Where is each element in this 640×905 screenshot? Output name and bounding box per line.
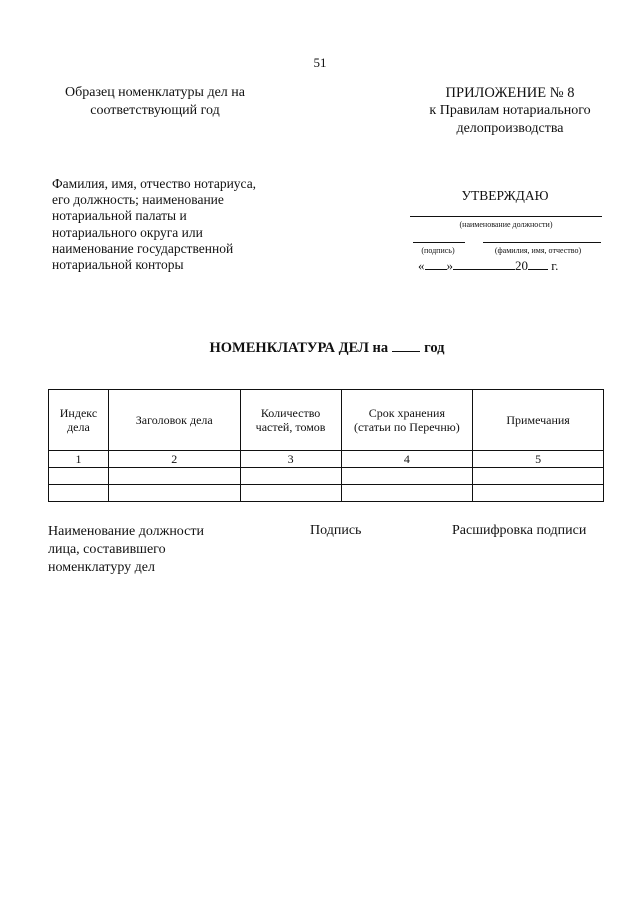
date-year-prefix: 20 <box>515 258 528 273</box>
notary-requisites-line: Фамилия, имя, отчество нотариуса, <box>52 176 257 191</box>
table-cell <box>49 485 109 502</box>
date-suffix: г. <box>548 258 559 273</box>
column-number: 4 <box>341 451 473 468</box>
date-close-quote: » <box>446 258 453 273</box>
notary-requisites-line: нотариальной конторы <box>52 257 184 273</box>
table-header-row <box>49 390 604 451</box>
notary-requisites-line: нотариальной палаты и <box>52 208 187 224</box>
appendix-number: ПРИЛОЖЕНИЕ № 8 <box>445 85 575 101</box>
compiler-position-line: номенклатуру дел <box>48 560 156 575</box>
approval-title: УТВЕРЖДАЮ <box>461 188 549 203</box>
signature-caption: (подпись) <box>421 246 455 255</box>
table-cell <box>108 485 240 502</box>
nomenclature-table <box>48 389 604 502</box>
date-month-blank <box>453 258 515 270</box>
heading-prefix: НОМЕНКЛАТУРА ДЕЛ на <box>209 340 389 356</box>
appendix-header <box>410 84 610 138</box>
appendix-rules-line: делопроизводства <box>456 121 564 136</box>
table-row <box>49 468 604 485</box>
date-open-quote: « <box>418 258 425 273</box>
compiler-signature-decode-label: Расшифровка подписи <box>452 523 587 538</box>
column-header-notes: Примечания <box>473 390 604 451</box>
notary-requisites-line: его должность; наименование <box>52 192 224 208</box>
position-field-line <box>410 216 602 217</box>
notary-requisites-line: нотариального округа или <box>52 224 203 240</box>
signature-field-line <box>413 242 465 243</box>
column-number: 2 <box>108 451 240 468</box>
table-cell <box>341 485 473 502</box>
table-cell <box>473 468 604 485</box>
column-header-retention: Срок хранения (статьи по Перечню) <box>341 390 473 451</box>
compiler-position-line: лица, составившего <box>48 542 166 557</box>
page-number: 51 <box>313 55 327 70</box>
name-caption: (фамилия, имя, отчество) <box>494 246 582 255</box>
table-number-row <box>49 451 604 468</box>
heading-year-blank <box>392 339 420 352</box>
sample-title-line: соответствующий год <box>90 103 220 118</box>
heading-suffix: год <box>424 340 445 356</box>
column-number: 5 <box>473 451 604 468</box>
notary-requisites <box>52 176 292 273</box>
sample-title-line: Образец номенклатуры дел на <box>65 85 245 100</box>
table-cell <box>240 485 341 502</box>
table-cell <box>108 468 240 485</box>
table-cell <box>341 468 473 485</box>
column-number: 3 <box>240 451 341 468</box>
compiler-position <box>48 523 258 577</box>
name-field-line <box>483 242 601 243</box>
table-row <box>49 485 604 502</box>
table-cell <box>473 485 604 502</box>
appendix-rules-line: к Правилам нотариального <box>429 103 591 118</box>
position-caption: (наименование должности) <box>459 220 553 229</box>
approval-date <box>418 258 608 274</box>
date-day-blank <box>425 258 447 270</box>
column-header-title: Заголовок дела <box>108 390 240 451</box>
sample-title <box>40 84 270 120</box>
date-year-blank <box>528 258 548 270</box>
compiler-position-line: Наименование должности <box>48 524 204 539</box>
table-cell <box>49 468 109 485</box>
table-cell <box>240 468 341 485</box>
compiler-signature-label: Подпись <box>310 523 362 538</box>
column-header-index: Индекс дела <box>49 390 109 451</box>
column-number: 1 <box>49 451 109 468</box>
notary-requisites-line: наименование государственной <box>52 240 234 256</box>
document-heading <box>0 339 640 357</box>
column-header-volumes: Количество частей, томов <box>240 390 341 451</box>
